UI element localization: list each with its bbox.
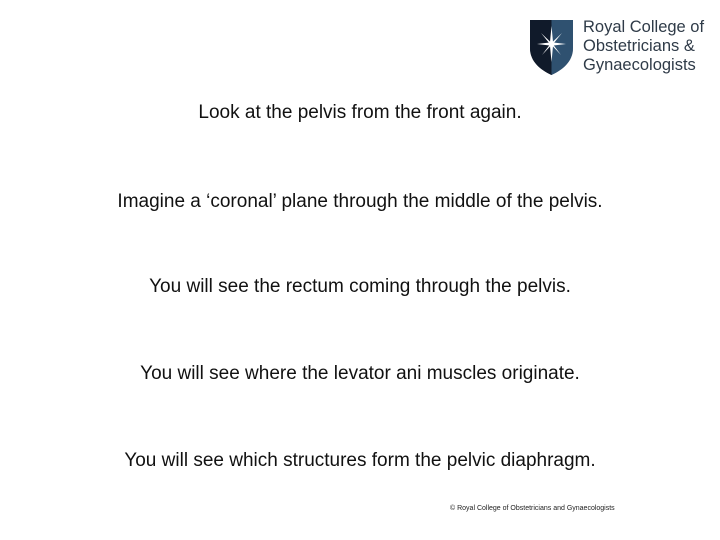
- rcog-logo: [528, 18, 708, 78]
- logo-line-1: Royal College of: [583, 18, 705, 36]
- star-shield-icon: [528, 18, 575, 76]
- logo-line-2: Obstetricians &: [583, 37, 695, 55]
- copyright-footer: © Royal College of Obstetricians and Gynaecologists: [450, 505, 615, 512]
- logo-wordmark: [583, 18, 704, 75]
- logo-line-3: Gynaecologists: [583, 56, 696, 74]
- slide-text-line: You will see which structures form the pelvic diaphragm.: [124, 450, 596, 471]
- slide-text-line: Imagine a ‘coronal’ plane through the middle of the pelvis.: [117, 191, 603, 212]
- slide-text-line: Look at the pelvis from the front again.: [198, 102, 522, 123]
- slide-text-line: You will see where the levator ani muscles originate.: [140, 363, 580, 384]
- slide-text-line: You will see the rectum coming through the pelvis.: [149, 276, 571, 297]
